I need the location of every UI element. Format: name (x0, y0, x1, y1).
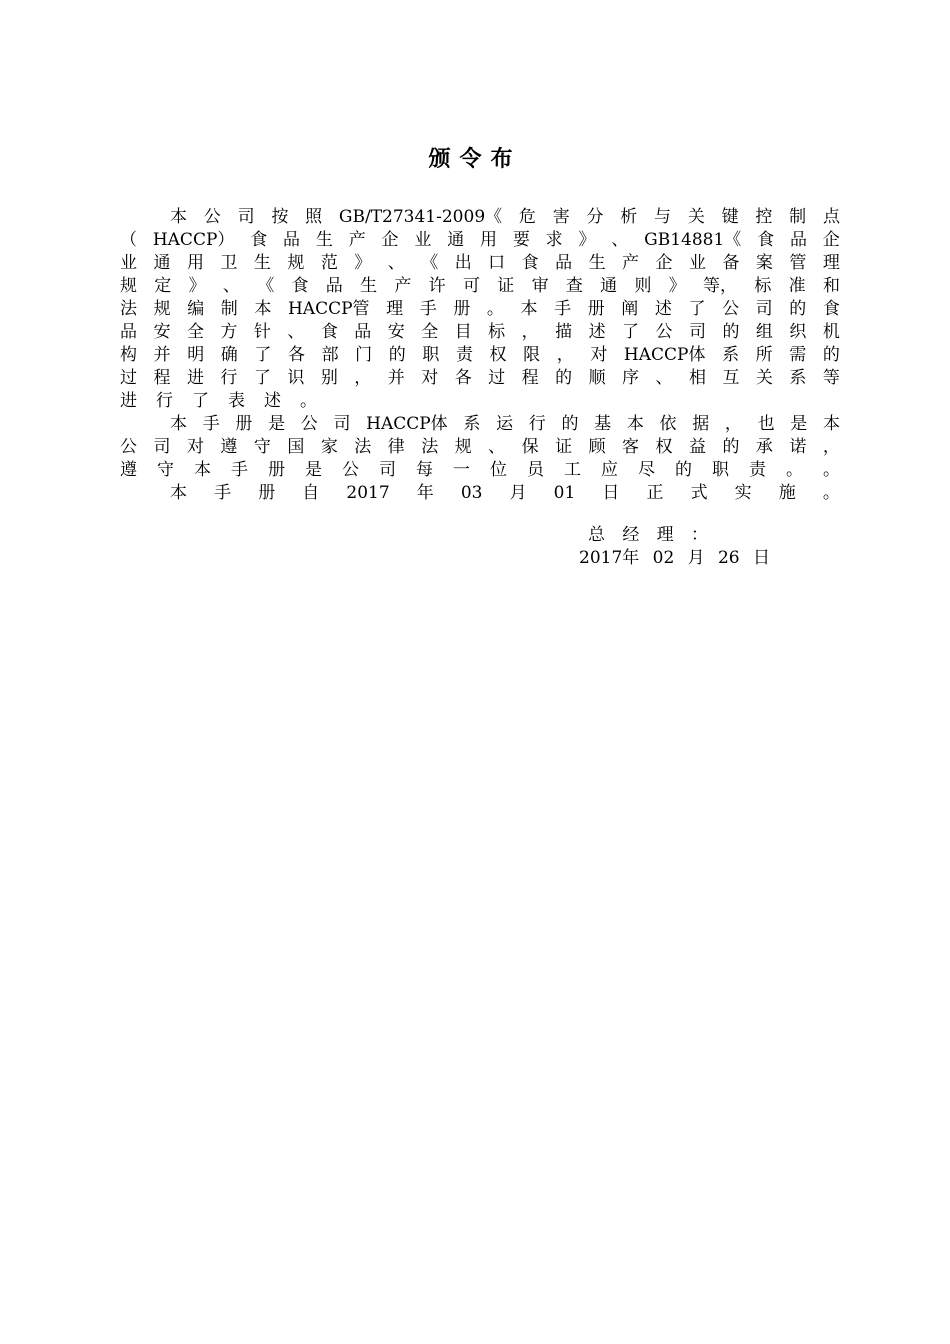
body-line (120, 229, 840, 252)
body-text: 公 (300, 414, 318, 434)
body-line (120, 252, 840, 275)
body-text: 食 (250, 230, 268, 250)
body-text: 进 (186, 368, 204, 388)
body-text: 析 (620, 207, 638, 227)
body-line (170, 413, 840, 436)
body-text: 公 (342, 460, 359, 480)
body-text: 行 (528, 414, 546, 434)
body-text: 系 (463, 414, 481, 434)
body-text: 施 (778, 483, 796, 503)
body-text: 组 (755, 322, 773, 342)
body-text: 01 (553, 483, 576, 503)
signature-text: 理 (656, 525, 674, 545)
body-text: 员 (527, 460, 544, 480)
body-text: 门 (355, 345, 373, 365)
body-text: HACCP） (152, 230, 235, 250)
body-text: 食 (521, 253, 539, 273)
body-text: 规 (120, 276, 137, 296)
body-text: 、 (655, 368, 673, 388)
body-text: 本 (254, 299, 272, 319)
body-text: 册 (235, 414, 253, 434)
body-text: 全 (421, 322, 439, 342)
body-text: 并 (387, 368, 405, 388)
body-text: 品 (120, 322, 137, 342)
body-line (120, 298, 840, 321)
signature-label (588, 524, 708, 547)
body-text: 产 (394, 276, 412, 296)
body-text: 的 (789, 299, 807, 319)
body-text: 、 (222, 276, 240, 296)
body-text: 、 (488, 437, 506, 457)
body-text: 客 (622, 437, 640, 457)
body-text: 相 (688, 368, 706, 388)
body-text: 责 (749, 460, 766, 480)
body-line (170, 482, 840, 505)
body-text: 应 (601, 460, 618, 480)
body-text: 益 (688, 437, 706, 457)
body-text: ， (556, 345, 574, 365)
body-text: ， (822, 437, 840, 457)
body-text: 限 (523, 345, 541, 365)
body-text: 阐 (621, 299, 639, 319)
body-text: 《 (257, 276, 275, 296)
body-line (120, 321, 840, 344)
body-text: 手 (231, 460, 248, 480)
body-text: 了 (622, 322, 640, 342)
body-text: 守 (253, 437, 271, 457)
body-text: 基 (594, 414, 612, 434)
body-text: 品 (283, 230, 301, 250)
body-text: 程 (521, 368, 539, 388)
body-text: 各 (454, 368, 472, 388)
body-text: 案 (755, 253, 773, 273)
body-text: 》 (354, 253, 372, 273)
body-text: ， (521, 322, 539, 342)
body-text: 企 (655, 253, 673, 273)
body-text: 证 (497, 276, 515, 296)
body-text: 述 (654, 299, 672, 319)
body-text: 规 (287, 253, 305, 273)
body-text: 职 (422, 345, 440, 365)
body-text: 。 (823, 460, 840, 480)
body-text: 遵 (220, 437, 238, 457)
body-text: HACCP体 (366, 414, 448, 434)
body-text: 本 (170, 207, 187, 227)
body-text: 据 (692, 414, 710, 434)
body-text: 的 (388, 345, 406, 365)
body-text: 要 (512, 230, 530, 250)
body-text: 针 (253, 322, 271, 342)
body-text: 卫 (220, 253, 238, 273)
body-text: 尽 (638, 460, 655, 480)
body-text: 权 (489, 345, 507, 365)
body-text: 业 (688, 253, 706, 273)
body-text: 日 (602, 483, 620, 503)
body-text: 》 (668, 276, 686, 296)
body-text: 述 (264, 391, 281, 411)
body-text: 运 (496, 414, 514, 434)
body-text: 司 (333, 414, 351, 434)
body-text: 年 (416, 483, 434, 503)
body-text: 关 (755, 368, 773, 388)
body-text: 述 (588, 322, 606, 342)
body-text: 的 (675, 460, 692, 480)
body-text: 互 (722, 368, 740, 388)
body-text: 册 (258, 483, 276, 503)
body-line (120, 344, 840, 367)
body-text: 司 (379, 460, 396, 480)
body-text: 序 (622, 368, 640, 388)
body-text: 系 (722, 345, 740, 365)
body-text: 了 (254, 345, 272, 365)
signature-text: 02 (652, 548, 675, 568)
body-text: GB14881《 (644, 230, 742, 250)
body-text: 审 (531, 276, 549, 296)
body-text: 通 (447, 230, 465, 250)
body-text: 也 (757, 414, 775, 434)
body-text: 公 (203, 207, 221, 227)
body-text: 公 (120, 437, 137, 457)
body-text: 许 (428, 276, 446, 296)
body-line (120, 436, 840, 459)
body-text: 定 (154, 276, 172, 296)
body-text: 司 (237, 207, 255, 227)
body-text: 品 (325, 276, 343, 296)
body-text: 律 (387, 437, 405, 457)
body-text: 》 (188, 276, 206, 296)
body-text: 权 (655, 437, 673, 457)
body-text: 确 (220, 345, 238, 365)
body-text: 进 (120, 391, 137, 411)
body-text: 和 (822, 276, 840, 296)
body-text: 产 (622, 253, 640, 273)
body-line (120, 459, 840, 482)
body-text: 通 (600, 276, 618, 296)
body-text: 用 (480, 230, 498, 250)
body-text: 安 (387, 322, 405, 342)
signature-text: 26 (717, 548, 740, 568)
body-text: 查 (565, 276, 583, 296)
body-text: 食 (757, 230, 775, 250)
body-text: 制 (220, 299, 238, 319)
body-text: 对 (186, 437, 204, 457)
body-text: HACCP管 (287, 299, 370, 319)
body-text: 业 (120, 253, 137, 273)
signature-text: 经 (622, 525, 640, 545)
body-text: 品 (555, 253, 573, 273)
signature-text: 总 (588, 525, 605, 545)
signature-text: 日 (752, 548, 770, 568)
body-text: 所 (755, 345, 773, 365)
body-text: 食 (822, 299, 840, 319)
body-text: 害 (552, 207, 570, 227)
body-text: 照 (305, 207, 323, 227)
body-line (120, 275, 840, 298)
body-text: 是 (790, 414, 808, 434)
body-text: 分 (586, 207, 604, 227)
body-text: 03 (460, 483, 483, 503)
body-text: 对 (421, 368, 439, 388)
body-text: 程 (153, 368, 171, 388)
body-text: 守 (157, 460, 174, 480)
body-text: 手 (202, 414, 220, 434)
body-text: 按 (271, 207, 289, 227)
body-text: 业 (414, 230, 432, 250)
body-text: 册 (587, 299, 605, 319)
body-text: 品 (789, 230, 807, 250)
body-text: 出 (454, 253, 472, 273)
body-text: 工 (564, 460, 581, 480)
body-text: 手 (214, 483, 232, 503)
body-text: （ (120, 230, 137, 250)
body-text: 的 (722, 322, 740, 342)
body-text: 系 (789, 368, 807, 388)
body-text: 过 (120, 368, 137, 388)
body-text: 并 (153, 345, 171, 365)
body-text: 的 (722, 437, 740, 457)
body-text: 册 (268, 460, 285, 480)
body-text: 生 (253, 253, 271, 273)
body-text: 规 (153, 299, 171, 319)
body-text: 口 (488, 253, 506, 273)
body-text: 一 (453, 460, 470, 480)
signature-text: 2017年 (579, 548, 640, 568)
body-text: 国 (287, 437, 305, 457)
body-text: 的 (561, 414, 579, 434)
body-text: 生 (360, 276, 378, 296)
body-text: 点 (822, 207, 840, 227)
body-text: 全 (186, 322, 204, 342)
body-text: 范 (320, 253, 338, 273)
body-text: 描 (555, 322, 573, 342)
body-line (120, 367, 840, 390)
body-text: 等， (703, 276, 738, 296)
body-text: 位 (490, 460, 507, 480)
body-text: 正 (646, 483, 664, 503)
body-text: 品 (354, 322, 372, 342)
body-text: 本 (170, 483, 187, 503)
body-text: 构 (120, 345, 137, 365)
body-text: 了 (688, 299, 706, 319)
body-text: 生 (315, 230, 333, 250)
body-text: 可 (462, 276, 480, 296)
body-text: 本 (520, 299, 538, 319)
body-text: 遵 (120, 460, 137, 480)
body-text: 生 (588, 253, 606, 273)
body-text: 本 (626, 414, 644, 434)
body-text: 企 (381, 230, 399, 250)
body-text: 理 (386, 299, 404, 319)
body-text: 本 (822, 414, 840, 434)
body-text: 食 (291, 276, 309, 296)
body-text: 求 (545, 230, 563, 250)
body-text: 的 (555, 368, 573, 388)
body-text: 公 (655, 322, 673, 342)
body-text: 。 (822, 483, 840, 503)
body-text: 、 (387, 253, 405, 273)
body-text: 织 (789, 322, 807, 342)
body-text: 控 (755, 207, 773, 227)
body-text: 每 (416, 460, 433, 480)
signature-date (579, 547, 770, 570)
body-text: 册 (453, 299, 471, 319)
body-text: 规 (454, 437, 472, 457)
body-text: 别 (320, 368, 338, 388)
body-text: 方 (220, 322, 238, 342)
body-text: 危 (518, 207, 536, 227)
body-text: 证 (555, 437, 573, 457)
body-text: 责 (455, 345, 473, 365)
body-text: 2017 (346, 483, 390, 503)
body-text: 行 (156, 391, 173, 411)
body-text: 了 (253, 368, 271, 388)
body-line (120, 390, 840, 413)
body-text: 、 (287, 322, 305, 342)
body-text: 顾 (588, 437, 606, 457)
body-text: 手 (554, 299, 572, 319)
body-text: 承 (755, 437, 773, 457)
body-text: 法 (421, 437, 439, 457)
body-text: 实 (734, 483, 752, 503)
body-text: 式 (690, 483, 708, 503)
body-text: 司 (688, 322, 706, 342)
body-text: 《 (421, 253, 439, 273)
body-text: 依 (659, 414, 677, 434)
body-text: 用 (186, 253, 204, 273)
body-text: 手 (419, 299, 437, 319)
body-text: 识 (287, 368, 305, 388)
body-text: 法 (354, 437, 372, 457)
body-text: 通 (153, 253, 171, 273)
body-text: 、 (611, 230, 629, 250)
body-text: 诺 (789, 437, 807, 457)
body-text: 公 (722, 299, 740, 319)
body-text: 职 (712, 460, 729, 480)
body-text: 是 (268, 414, 286, 434)
body-text: 准 (788, 276, 806, 296)
body-text: 保 (521, 437, 539, 457)
body-text: 则 (634, 276, 652, 296)
body-text: 。 (786, 460, 803, 480)
body-text: 标 (754, 276, 772, 296)
body-text: GB/T27341-2009《 (338, 207, 503, 227)
body-text: 理 (822, 253, 840, 273)
body-text: 月 (509, 483, 527, 503)
body-text: ， (354, 368, 372, 388)
body-text: 了 (192, 391, 209, 411)
body-text: 食 (320, 322, 338, 342)
body-text: 备 (722, 253, 740, 273)
body-text: 企 (822, 230, 840, 250)
body-text: 与 (654, 207, 672, 227)
body-text: 对 (590, 345, 608, 365)
body-text: ， (724, 414, 742, 434)
body-text: 法 (120, 299, 137, 319)
body-text: 。 (300, 391, 317, 411)
body-text: 明 (187, 345, 205, 365)
body-text: 需 (789, 345, 807, 365)
body-text: 自 (302, 483, 320, 503)
body-text: 目 (454, 322, 472, 342)
body-text: 过 (488, 368, 506, 388)
body-line (170, 206, 840, 229)
body-text: 产 (348, 230, 366, 250)
signature-text: ： (690, 525, 708, 545)
body-text: 部 (321, 345, 339, 365)
body-text: 制 (789, 207, 807, 227)
body-text: HACCP体 (623, 345, 706, 365)
body-text: 表 (228, 391, 245, 411)
body-text: 等 (822, 368, 840, 388)
body-text: 行 (220, 368, 238, 388)
document-title: 颁令布 (428, 147, 522, 172)
body-text: 家 (320, 437, 338, 457)
body-text: 。 (486, 299, 504, 319)
body-text: 本 (170, 414, 187, 434)
body-text: 关 (687, 207, 705, 227)
body-text: 本 (194, 460, 211, 480)
body-text: 顺 (588, 368, 606, 388)
body-text: 》 (578, 230, 596, 250)
body-text: 司 (755, 299, 773, 319)
body-text: 编 (187, 299, 205, 319)
body-text: 机 (822, 322, 840, 342)
body-text: 标 (488, 322, 506, 342)
body-text: 各 (287, 345, 305, 365)
signature-text: 月 (687, 548, 705, 568)
body-text: 安 (153, 322, 171, 342)
body-text: 的 (822, 345, 840, 365)
body-text: 键 (721, 207, 739, 227)
body-text: 管 (789, 253, 807, 273)
body-text: 司 (153, 437, 171, 457)
body-text: 是 (305, 460, 322, 480)
